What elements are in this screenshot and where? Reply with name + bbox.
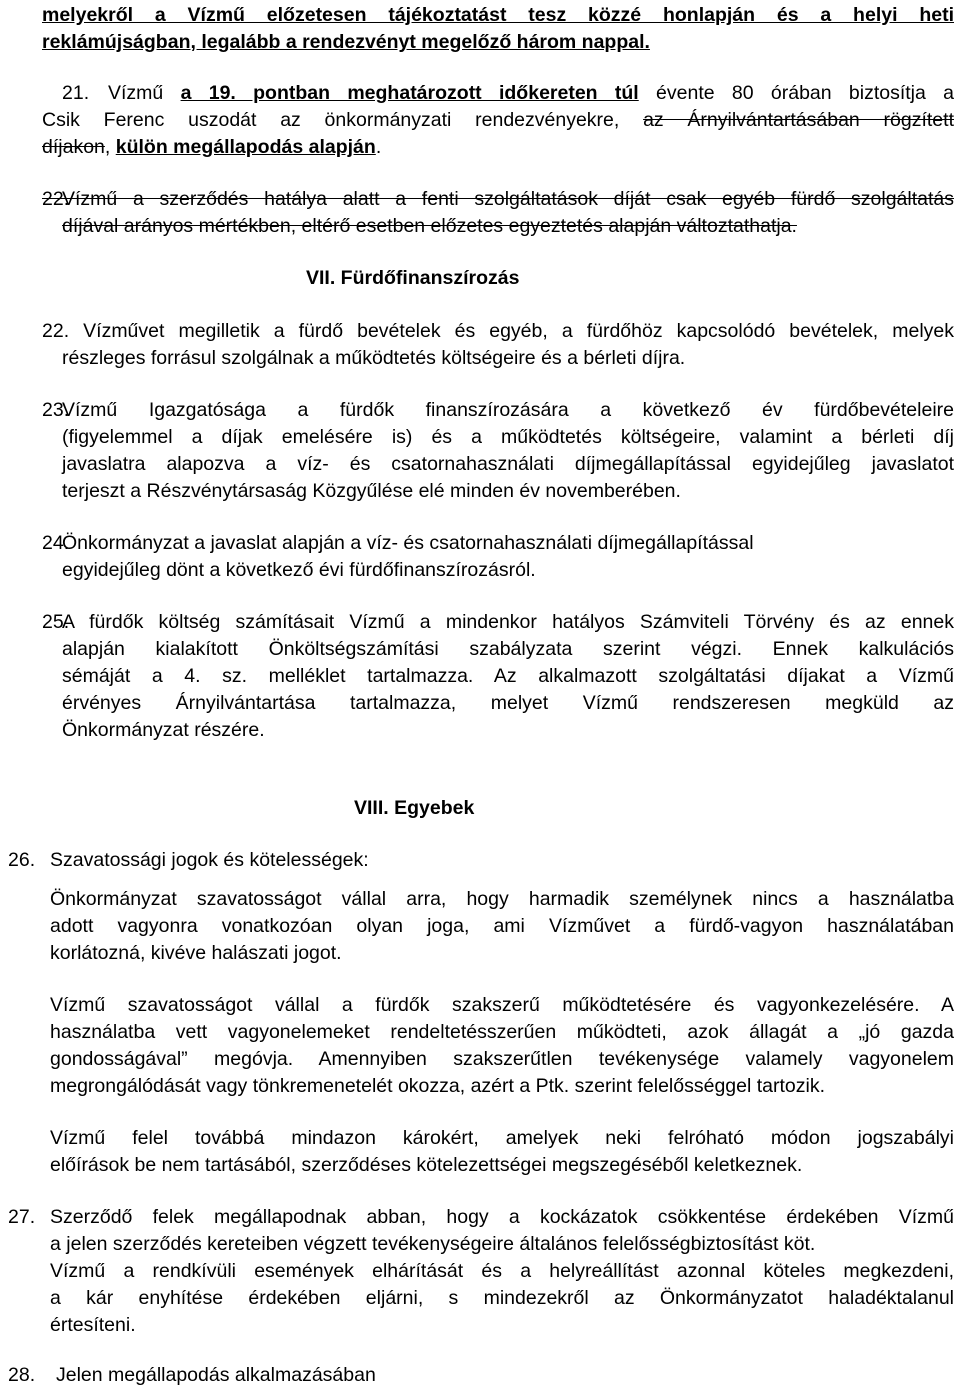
paragraph-21-line-1 [108,80,954,107]
paragraph-27-line-5: értesíteni. [50,1314,136,1336]
paragraph-23-line-4: terjeszt a Részvénytársaság Közgyűlése elé minden év novemberében. [62,480,681,502]
paragraph-26-a-line-3: korlátozná, kivéve halászati jogot. [50,942,342,964]
p21-inserted-text-2: külön megállapodás alapján [115,136,376,158]
paragraph-number-28: 28. [8,1364,36,1386]
paragraph-number-22-struck: 22. [42,188,70,210]
p21-inserted-text: a 19. pontban meghatározott időkereten túl [180,82,639,104]
paragraph-21-line-3 [42,134,954,161]
section-7-title: VII. Fürdőfinanszírozás [306,267,520,289]
paragraph-27-line-3: Vízmű a rendkívüli események elhárítását és a helyreállítást azonnal köteles megkezdeni, [50,1260,954,1282]
paragraph-25-line-1: A fürdők költség számításait Vízmű a mindenkor hatályos Számviteli Törvény és az ennek [62,611,954,633]
paragraph-25-line-3: sémáját a 4. sz. melléklet tartalmazza. Az alkalmazott szolgáltatási díjakat a Vízmű [62,665,954,687]
paragraph-26-b-line-2: használatba vett vagyonelemeket rendeltetésszerűen működteti, azok állagát a „jó gazda [50,1021,954,1043]
paragraph-number-27: 27. [8,1206,36,1228]
paragraph-25-line-5: Önkormányzat részére. [62,719,265,741]
section-8-title: VIII. Egyebek [354,797,475,819]
paragraph-26-c-line-2: előírások be nem tartásából, szerződéses kötelezettségei megszegéséből keletkeznek. [50,1154,803,1176]
intro-line-1: melyekről a Vízmű előzetesen tájékoztatást tesz közzé honlapján és a helyi heti [42,4,954,26]
paragraph-26-b-line-1: Vízmű szavatosságot vállal a fürdők szakszerű működtetésére és vagyonkezelésére. A [50,994,954,1016]
paragraph-number-25: 25. [42,611,70,633]
p21-text-c: évente 80 órában biztosítja a [638,82,955,104]
paragraph-26-heading: Szavatossági jogok és kötelességek: [50,849,369,871]
paragraph-26-a-line-2: adott vagyonra vonatkozóan olyan joga, ami Vízművet a fürdő-vagyon használatában [50,915,954,937]
paragraph-28-line-1: Jelen megállapodás alkalmazásában [56,1364,376,1386]
paragraph-26-b-line-3: gondosságával” megóvja. Amennyiben szakszerűtlen tevékenysége valamely vagyonelem [50,1048,954,1070]
paragraph-27-line-2: a jelen szerződés kereteiben végzett tevékenységeire általános felelősségbiztosítást köt. [50,1233,816,1255]
paragraph-23-line-2: (figyelemmel a díjak emelésére is) és a működtetés költségeire, valamint a bérleti díj [62,426,954,448]
p21-struck-text-2: díjakon [42,136,105,158]
paragraph-23-line-1: Vízmű Igazgatósága a fürdők finanszírozására a következő év fürdőbevételeire [62,399,954,421]
paragraph-26-a-line-1: Önkormányzat szavatosságot vállal arra, hogy harmadik személynek nincs a használatba [50,888,954,910]
p21-text-a: Vízmű [108,82,181,104]
paragraph-25-line-2: alapján kialakított Önköltségszámítási szabályzata szerint végzi. Ennek kalkulációs [62,638,954,660]
p21-period: . [375,136,382,158]
p21-struck-text-1: az Árnyilvántartásában rögzített [643,109,954,131]
paragraph-24-line-2: egyidejűleg dönt a következő évi fürdőfinanszírozásról. [62,559,536,581]
paragraph-26-b-line-4: megrongálódását vagy tönkremenetelét okozza, azért a Ptk. szerint felelősséggel tartozik. [50,1075,825,1097]
paragraph-24-line-1: Önkormányzat a javaslat alapján a víz- és csatornahasználati díjmegállapítással [62,532,754,554]
paragraph-22-line-2: részleges forrásul szolgálnak a működtetés költségeire és a bérleti díjra. [62,347,686,369]
paragraph-number-23: 23. [42,399,70,421]
intro-line-2: reklámújságban, legalább a rendezvényt megelőző három nappal. [42,31,650,53]
paragraph-number-21: 21. [62,82,90,104]
paragraph-number-26: 26. [8,849,36,871]
paragraph-23-line-3: javaslatra alapozva a víz- és csatornahasználati díjmegállapítással egyidejűleg javaslatot [62,453,954,475]
paragraph-22-line-1: 22. Vízművet megilletik a fürdő bevételek és egyéb, a fürdőhöz kapcsolódó bevételek, melyek [42,320,954,342]
paragraph-27-line-4: a kár enyhítése érdekében eljárni, s mindezekről az Önkormányzatot haladéktalanul [50,1287,954,1309]
p21-comma: , [104,136,116,158]
paragraph-21-line-2 [42,107,954,134]
paragraph-26-c-line-1: Vízmű felel továbbá mindazon károkért, amelyek neki felróható módon jogszabályi [50,1127,954,1149]
paragraph-22-struck-line-1: Vízmű a szerződés hatálya alatt a fenti szolgáltatások díját csak egyéb fürdő szolgáltatás [62,188,954,210]
p21-text-d: Csik Ferenc uszodát az önkormányzati rendezvényekre, [42,109,644,131]
paragraph-25-line-4: érvényes Árnyilvántartása tartalmazza, melyet Vízmű rendszeresen megküld az [62,692,954,714]
paragraph-22-struck-line-2: díjával arányos mértékben, eltérő esetben előzetes egyeztetés alapján változtathatja. [62,215,797,237]
paragraph-number-24: 24. [42,532,70,554]
paragraph-27-line-1: Szerződő felek megállapodnak abban, hogy a kockázatok csökkentése érdekében Vízmű [50,1206,954,1228]
